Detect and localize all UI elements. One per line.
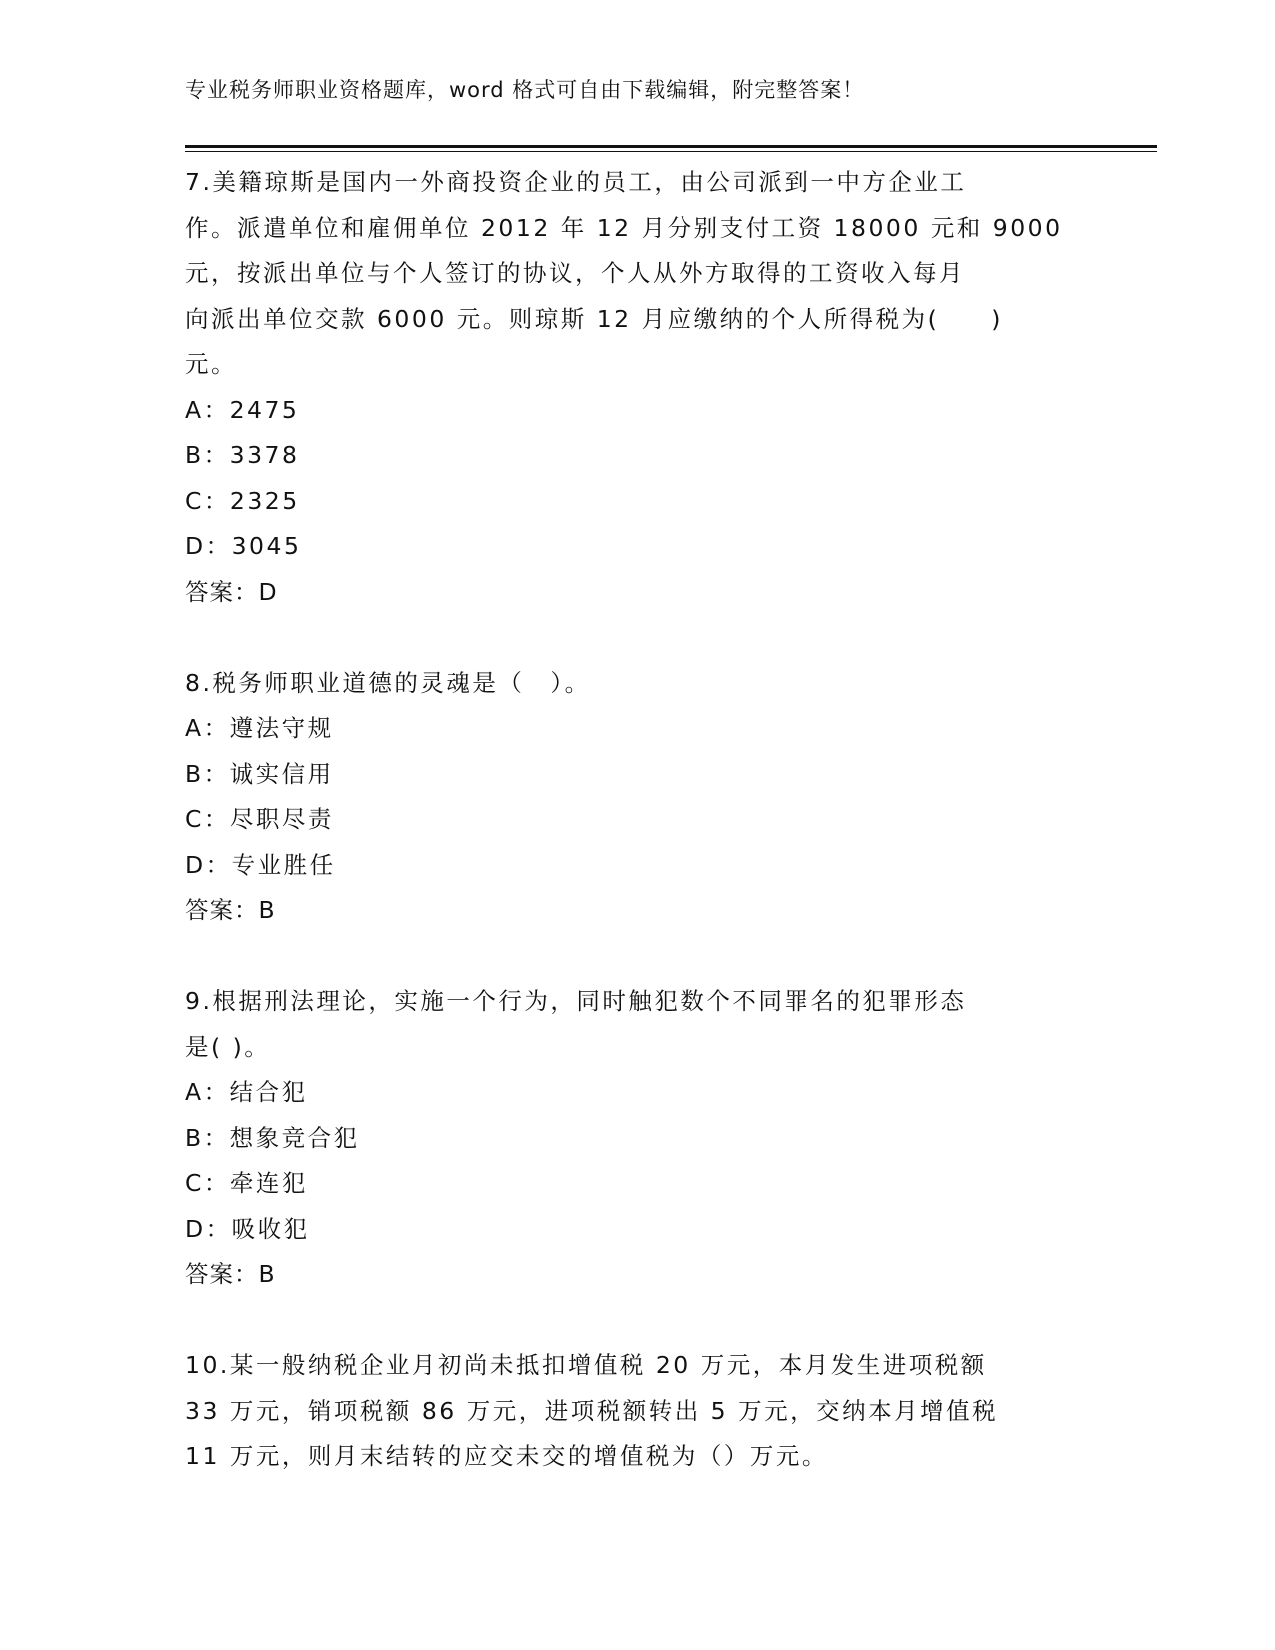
document-header: 专业税务师职业资格题库，word 格式可自由下载编辑，附完整答案！ [185,78,865,102]
option-c: C：牵连犯 [185,1169,308,1197]
question-stem-line: 33 万元，销项税额 86 万元，进项税额转出 5 万元，交纳本月增值税 [185,1396,999,1425]
option-a: A：2475 [185,395,300,424]
answer-value: B [258,896,276,924]
question-stem-line: 11 万元，则月末结转的应交未交的增值税为（）万元。 [185,1442,828,1470]
answer-line [185,570,1065,616]
answer-value: D [258,577,278,606]
question-stem-line: 向派出单位交款 6000 元。则琼斯 12 月应缴纳的个人所得税为( ) [185,304,1003,333]
answer-label: 答案： [185,1260,259,1288]
option-a: A：结合犯 [185,1078,308,1106]
option-a: A：遵法守规 [185,714,334,742]
option-b: B：3378 [185,441,300,469]
question-7 [185,160,1065,615]
answer-line [185,888,1065,934]
question-stem-line: 9.根据刑法理论，实施一个行为，同时触犯数个不同罪名的犯罪形态 [185,987,967,1015]
option-b: B：诚实信用 [185,759,334,788]
answer-line [185,1252,1065,1298]
answer-label: 答案： [185,577,259,606]
question-stem-line: 是( )。 [185,1032,271,1061]
option-b: B：想象竞合犯 [185,1123,360,1152]
question-stem-line: 10.某一般纳税企业月初尚未抵扣增值税 20 万元，本月发生进项税额 [185,1351,987,1379]
header-rule-thick [185,145,1157,148]
option-c: C：尽职尽责 [185,805,334,833]
question-stem-line: 作。派遣单位和雇佣单位 2012 年 12 月分别支付工资 18000 元和 9000 [185,213,1063,242]
option-d: D：吸收犯 [185,1214,310,1243]
header-rule-thin [185,151,1157,152]
option-d: D：专业胜任 [185,850,336,879]
question-9 [185,979,1065,1298]
option-d: D：3045 [185,532,302,560]
question-stem-line: 7.美籍琼斯是国内一外商投资企业的员工，由公司派到一中方企业工 [185,168,967,196]
answer-label: 答案： [185,896,259,924]
option-c: C：2325 [185,486,300,515]
question-stem-line: 元，按派出单位与个人签订的协议，个人从外方取得的工资收入每月 [185,259,965,287]
question-stem-line: 元。 [185,350,237,378]
question-8 [185,661,1065,934]
question-list [185,160,1065,1480]
question-stem-line: 8.税务师职业道德的灵魂是（ ）。 [185,668,591,697]
answer-value: B [258,1260,276,1288]
question-10 [185,1343,1065,1480]
